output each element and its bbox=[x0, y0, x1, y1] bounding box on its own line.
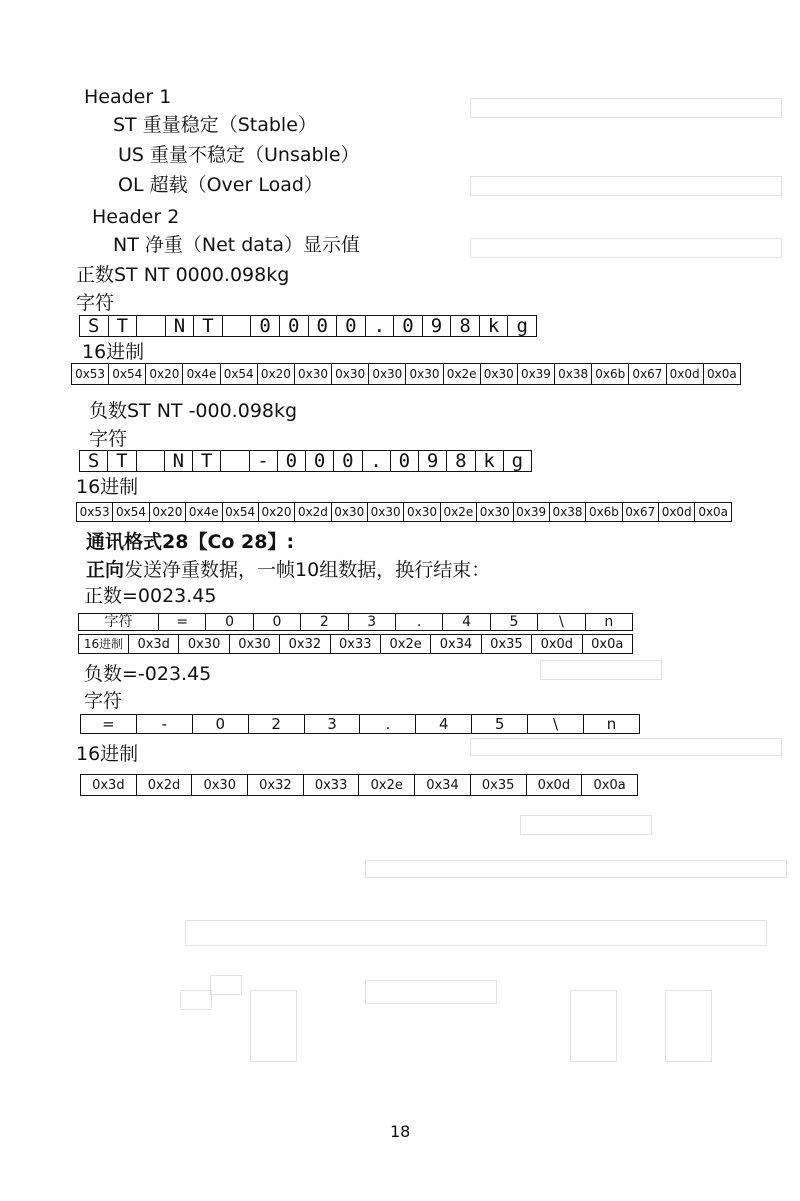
char-cell: T bbox=[194, 316, 223, 337]
positive-st-title: 正数ST NT 0000.098kg bbox=[76, 264, 290, 286]
positive-st-hex-label: 16进制 bbox=[82, 341, 145, 363]
co28-description-bold: 正向 bbox=[86, 559, 125, 581]
char-cell: = bbox=[81, 715, 137, 734]
char-cell: g bbox=[503, 451, 531, 472]
hex-cell: 0x30 bbox=[404, 503, 440, 522]
char-cell bbox=[221, 451, 249, 472]
char-cell: 0 bbox=[390, 451, 418, 472]
char-cell: g bbox=[508, 316, 537, 337]
co28-positive-hex-table bbox=[78, 634, 633, 654]
char-cell: 8 bbox=[451, 316, 480, 337]
char-cell: - bbox=[136, 715, 192, 734]
char-cell: 9 bbox=[419, 451, 447, 472]
hex-cell: 0x67 bbox=[629, 364, 666, 385]
negative-st-char-table bbox=[79, 450, 532, 472]
char-cell: \ bbox=[538, 614, 585, 631]
hex-cell: 0x30 bbox=[406, 364, 443, 385]
hex-cell: 0x0d bbox=[532, 635, 582, 654]
char-cell: k bbox=[479, 316, 508, 337]
hex-cell: 0x33 bbox=[330, 635, 380, 654]
char-cell: 0 bbox=[308, 316, 337, 337]
hex-cell: 0x2e bbox=[380, 635, 430, 654]
co28-positive-char-table bbox=[78, 613, 633, 631]
char-cell bbox=[222, 316, 251, 337]
char-cell: S bbox=[80, 316, 109, 337]
hex-cell: 0x54 bbox=[222, 503, 258, 522]
positive-st-hex-table bbox=[71, 363, 741, 385]
char-cell: 0 bbox=[277, 451, 305, 472]
char-cell: 4 bbox=[443, 614, 490, 631]
char-cell: 0 bbox=[306, 451, 334, 472]
negative-st-title: 负数ST NT -000.098kg bbox=[89, 400, 298, 422]
hex-cell: 0x3d bbox=[129, 635, 179, 654]
hex-cell: 0x0a bbox=[695, 503, 732, 522]
co28-negative-hex-label: 16进制 bbox=[76, 743, 139, 765]
negative-st-char-label: 字符 bbox=[89, 428, 128, 450]
hex-cell: 0x30 bbox=[368, 503, 404, 522]
header1-label: Header 1 bbox=[84, 86, 172, 108]
char-cell: 0 bbox=[337, 316, 366, 337]
char-cell: N bbox=[165, 316, 194, 337]
row-label: 字符 bbox=[79, 614, 159, 631]
hex-cell: 0x6b bbox=[592, 364, 629, 385]
hex-cell: 0x30 bbox=[480, 364, 517, 385]
char-cell: 0 bbox=[206, 614, 253, 631]
hex-cell: 0x39 bbox=[513, 503, 549, 522]
hex-cell: 0x2e bbox=[443, 364, 480, 385]
char-cell bbox=[136, 451, 164, 472]
hex-cell: 0x0d bbox=[666, 364, 703, 385]
hex-cell: 0x30 bbox=[192, 775, 248, 796]
char-cell: 2 bbox=[301, 614, 348, 631]
char-cell: T bbox=[108, 451, 136, 472]
char-cell: 4 bbox=[416, 715, 472, 734]
hex-cell: 0x30 bbox=[331, 503, 367, 522]
header2-label: Header 2 bbox=[92, 206, 180, 228]
char-cell: 2 bbox=[248, 715, 304, 734]
hex-cell: 0x33 bbox=[303, 775, 359, 796]
char-cell: 3 bbox=[348, 614, 395, 631]
char-cell: 9 bbox=[422, 316, 451, 337]
char-cell: n bbox=[584, 715, 640, 734]
hex-cell: 0x32 bbox=[280, 635, 330, 654]
hex-cell: 0x53 bbox=[72, 364, 109, 385]
co28-negative-char-table bbox=[80, 714, 640, 734]
hex-cell: 0x0a bbox=[582, 775, 638, 796]
nt-definition: NT 净重（Net data）显示值 bbox=[113, 234, 361, 256]
co28-description-rest: 发送净重数据，一帧10组数据，换行结束： bbox=[124, 559, 491, 581]
hex-cell: 0x6b bbox=[586, 503, 622, 522]
char-cell: 0 bbox=[279, 316, 308, 337]
char-cell: . bbox=[362, 451, 390, 472]
hex-cell: 0x38 bbox=[549, 503, 585, 522]
hex-cell: 0x34 bbox=[431, 635, 481, 654]
hex-cell: 0x0a bbox=[582, 635, 632, 654]
hex-cell: 0x30 bbox=[369, 364, 406, 385]
hex-cell: 0x20 bbox=[146, 364, 183, 385]
char-cell: 8 bbox=[447, 451, 475, 472]
hex-cell: 0x30 bbox=[294, 364, 331, 385]
char-cell: 0 bbox=[334, 451, 362, 472]
hex-cell: 0x30 bbox=[179, 635, 229, 654]
hex-cell: 0x4e bbox=[186, 503, 222, 522]
hex-cell: 0x38 bbox=[555, 364, 592, 385]
hex-cell: 0x20 bbox=[149, 503, 185, 522]
char-cell: 0 bbox=[253, 614, 300, 631]
hex-cell: 0x30 bbox=[477, 503, 513, 522]
hex-cell: 0x0a bbox=[703, 364, 740, 385]
char-cell: - bbox=[249, 451, 277, 472]
char-cell: . bbox=[365, 316, 394, 337]
hex-cell: 0x54 bbox=[220, 364, 257, 385]
hex-cell: 0x20 bbox=[258, 503, 294, 522]
co28-positive-title: 正数=0023.45 bbox=[84, 585, 217, 607]
negative-st-hex-label: 16进制 bbox=[76, 476, 139, 498]
hex-cell: 0x4e bbox=[183, 364, 220, 385]
char-cell: \ bbox=[528, 715, 584, 734]
char-cell: 0 bbox=[394, 316, 423, 337]
char-cell: T bbox=[108, 316, 137, 337]
char-cell: 5 bbox=[490, 614, 537, 631]
hex-cell: 0x2d bbox=[295, 503, 331, 522]
char-cell: 3 bbox=[304, 715, 360, 734]
hex-cell: 0x32 bbox=[248, 775, 304, 796]
hex-cell: 0x34 bbox=[415, 775, 471, 796]
positive-st-char-label: 字符 bbox=[76, 292, 115, 314]
hex-cell: 0x53 bbox=[77, 503, 113, 522]
hex-cell: 0x54 bbox=[109, 364, 146, 385]
hex-cell: 0x67 bbox=[622, 503, 658, 522]
hex-cell: 0x2e bbox=[359, 775, 415, 796]
co28-title: 通讯格式28【Co 28】: bbox=[86, 531, 295, 553]
co28-description bbox=[86, 561, 490, 580]
us-definition: US 重量不稳定（Unsable） bbox=[118, 144, 360, 166]
char-cell bbox=[137, 316, 166, 337]
char-cell: . bbox=[360, 715, 416, 734]
hex-cell: 0x0d bbox=[659, 503, 695, 522]
hex-cell: 0x20 bbox=[257, 364, 294, 385]
char-cell: 0 bbox=[251, 316, 280, 337]
st-definition: ST 重量稳定（Stable） bbox=[113, 114, 317, 136]
char-cell: S bbox=[80, 451, 108, 472]
hex-cell: 0x39 bbox=[517, 364, 554, 385]
hex-cell: 0x0d bbox=[526, 775, 582, 796]
negative-st-hex-table bbox=[76, 502, 732, 522]
hex-cell: 0x3d bbox=[81, 775, 137, 796]
char-cell: k bbox=[475, 451, 503, 472]
co28-negative-title: 负数=-023.45 bbox=[84, 663, 212, 685]
char-cell: = bbox=[159, 614, 206, 631]
row-label: 16进制 bbox=[79, 635, 129, 654]
co28-negative-hex-table bbox=[80, 774, 638, 796]
hex-cell: 0x54 bbox=[113, 503, 149, 522]
char-cell: 5 bbox=[472, 715, 528, 734]
co28-negative-char-label: 字符 bbox=[84, 690, 123, 712]
char-cell: T bbox=[193, 451, 221, 472]
hex-cell: 0x35 bbox=[481, 635, 531, 654]
page-number: 18 bbox=[390, 1122, 411, 1141]
hex-cell: 0x35 bbox=[470, 775, 526, 796]
hex-cell: 0x30 bbox=[229, 635, 279, 654]
char-cell: 0 bbox=[192, 715, 248, 734]
positive-st-char-table bbox=[79, 315, 537, 337]
hex-cell: 0x30 bbox=[332, 364, 369, 385]
hex-cell: 0x2d bbox=[136, 775, 192, 796]
ol-definition: OL 超载（Over Load） bbox=[118, 174, 323, 196]
char-cell: N bbox=[164, 451, 192, 472]
char-cell: . bbox=[395, 614, 442, 631]
char-cell: n bbox=[585, 614, 632, 631]
hex-cell: 0x2e bbox=[440, 503, 476, 522]
